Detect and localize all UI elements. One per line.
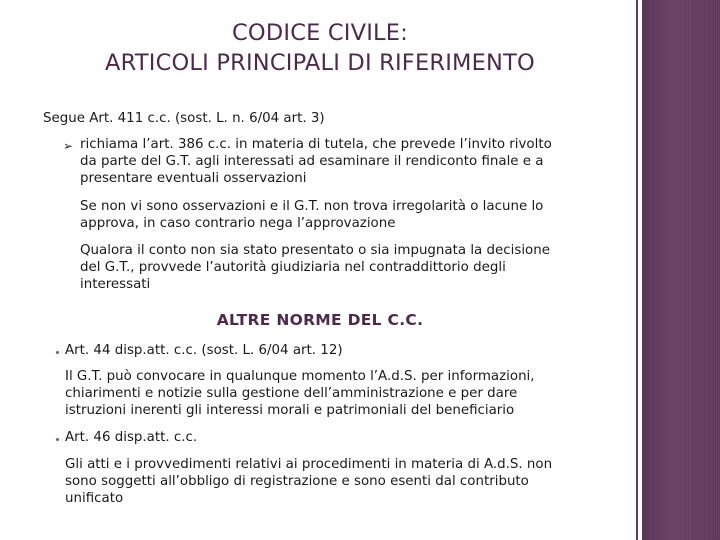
paragraph-3-line-3: interessati (80, 277, 151, 292)
article-46-line-1: Gli atti e i provvedimenti relativi ai procedimenti in materia di A.d.S. non (65, 457, 553, 472)
slide-title (0, 18, 640, 78)
article-44-line-1: Il G.T. può convocare in qualunque momento l’A.d.S. per informazioni, (65, 369, 535, 384)
arrow-bullet-icon: ➢ (63, 139, 74, 153)
intro-heading: Segue Art. 411 c.c. (sost. L. n. 6/04 art. 3) (43, 111, 325, 126)
bullet-line-3: presentare eventuali osservazioni (80, 171, 307, 186)
article-46-line-2: sono soggetti all’obbligo di registrazione e sono esenti dal contributo (65, 474, 529, 489)
paragraph-2-line-2: approva, in caso contrario nega l’approvazione (80, 216, 396, 231)
paragraph-3-line-2: del G.T., provvede l’autorità giudiziaria nel contraddittorio degli (80, 260, 506, 275)
article-44-line-3: istruzioni inerenti gli interessi morali e patrimoniali del beneficiario (65, 403, 515, 418)
bullet-line-2: da parte del G.T. agli interessati ad esaminare il rendiconto finale e a (80, 154, 544, 169)
bullet-dot-icon (56, 351, 59, 354)
side-decoration-panel (642, 0, 720, 540)
article-44-heading: Art. 44 disp.att. c.c. (sost. L. 6/04 art. 12) (65, 343, 343, 358)
side-divider (636, 0, 638, 540)
title-line-1: CODICE CIVILE: (232, 20, 408, 46)
section-subheading: ALTRE NORME DEL C.C. (216, 311, 424, 329)
article-46-line-3: unificato (65, 491, 124, 506)
paragraph-2-line-1: Se non vi sono osservazioni e il G.T. non trova irregolarità o lacune lo (80, 199, 544, 214)
paragraph-3-line-1: Qualora il conto non sia stato presentato o sia impugnata la decisione (80, 243, 550, 258)
title-line-2: ARTICOLI PRINCIPALI DI RIFERIMENTO (105, 50, 535, 76)
article-46-heading: Art. 46 disp.att. c.c. (65, 430, 198, 445)
bullet-line-1: richiama l’art. 386 c.c. in materia di tutela, che prevede l’invito rivolto (80, 137, 552, 152)
article-44-line-2: chiarimenti e notizie sulla gestione dell’amministrazione e per dare (65, 386, 518, 401)
bullet-dot-icon (56, 438, 59, 441)
